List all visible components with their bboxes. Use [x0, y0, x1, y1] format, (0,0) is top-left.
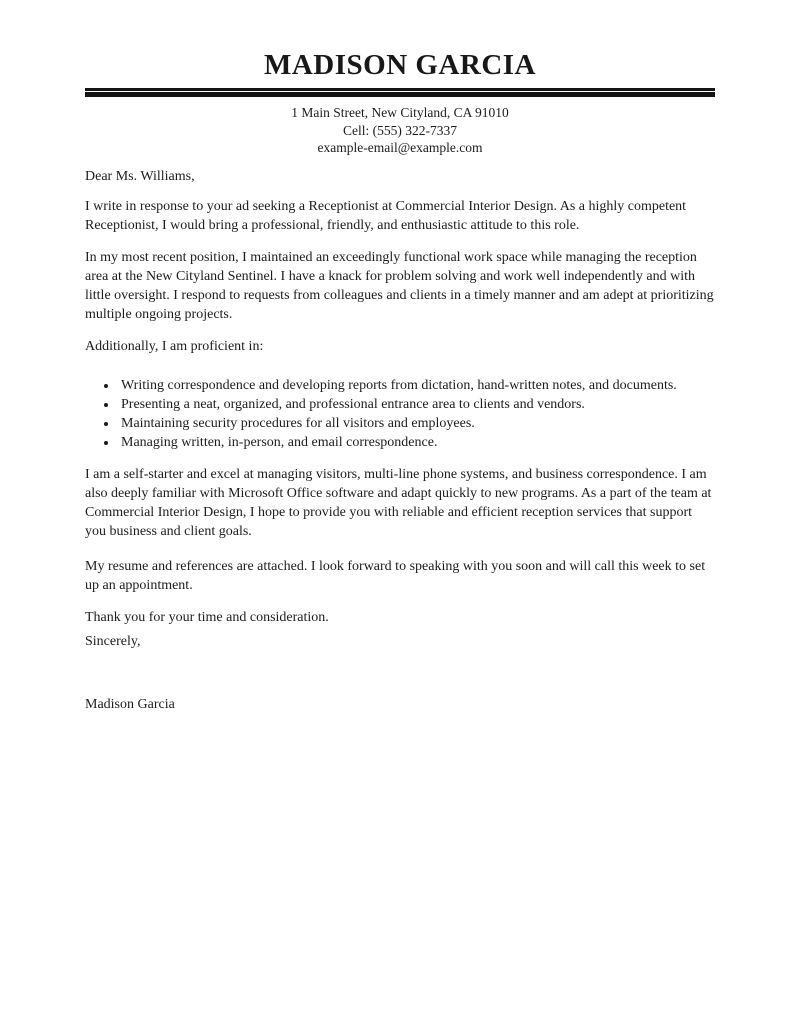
list-item: • Maintaining security procedures for all visitors and employees. — [118, 414, 715, 433]
paragraph-experience: In my most recent position, I maintained an exceedingly functional work space while managing the reception area at the New Cityland Sentinel. I have a knack for problem solving and work well independently and with little oversight. I respond to requests from colleagues and clients in a timely manner and am adept at prioritizing multiple ongoing projects. — [85, 249, 714, 322]
thanks-line: Thank you for your time and consideration. — [85, 609, 329, 625]
list-item: • Presenting a neat, organized, and professional entrance area to clients and vendors. — [118, 395, 715, 414]
header-divider-rule-bar — [85, 92, 715, 97]
page-title: MADISON GARCIA — [263, 49, 537, 81]
signature: Madison Garcia — [85, 696, 175, 712]
greeting: Dear Ms. Williams, — [85, 168, 195, 184]
list-item: • Writing correspondence and developing reports from dictation, hand-written notes, and documents. — [118, 376, 715, 395]
proficiency-list — [85, 376, 715, 452]
letter-header — [0, 47, 800, 157]
paragraph-skills: I am a self-starter and excel at managing visitors, multi-line phone systems, and business correspondence. I am also deeply familiar with Microsoft Office software and adapt quickly to new programs. As a part of the team at Commercial Interior Design, I hope to provide you with reliable and efficient reception services that support you business and client goals. — [85, 466, 712, 539]
contact-phone: Cell: (555) 322-7337 — [343, 122, 457, 138]
header-divider-rule — [85, 88, 715, 97]
contact-email: example-email@example.com — [317, 140, 483, 155]
signoff: Sincerely, — [85, 633, 141, 649]
letter-body — [85, 167, 715, 714]
list-item: • Managing written, in-person, and email correspondence. — [118, 433, 715, 452]
paragraph-followup: My resume and references are attached. I look forward to speaking with you soon and will call this week to set up an appointment. — [85, 558, 706, 593]
proficiency-intro: Additionally, I am proficient in: — [85, 338, 264, 354]
contact-address: 1 Main Street, New Cityland, CA 91010 — [291, 105, 509, 120]
paragraph-intro: I write in response to your ad seeking a Receptionist at Commercial Interior Design. As a highly competent Receptionist, I would bring a professional, friendly, and enthusiastic attitude to this role. — [85, 198, 687, 233]
contact-block — [0, 104, 800, 157]
